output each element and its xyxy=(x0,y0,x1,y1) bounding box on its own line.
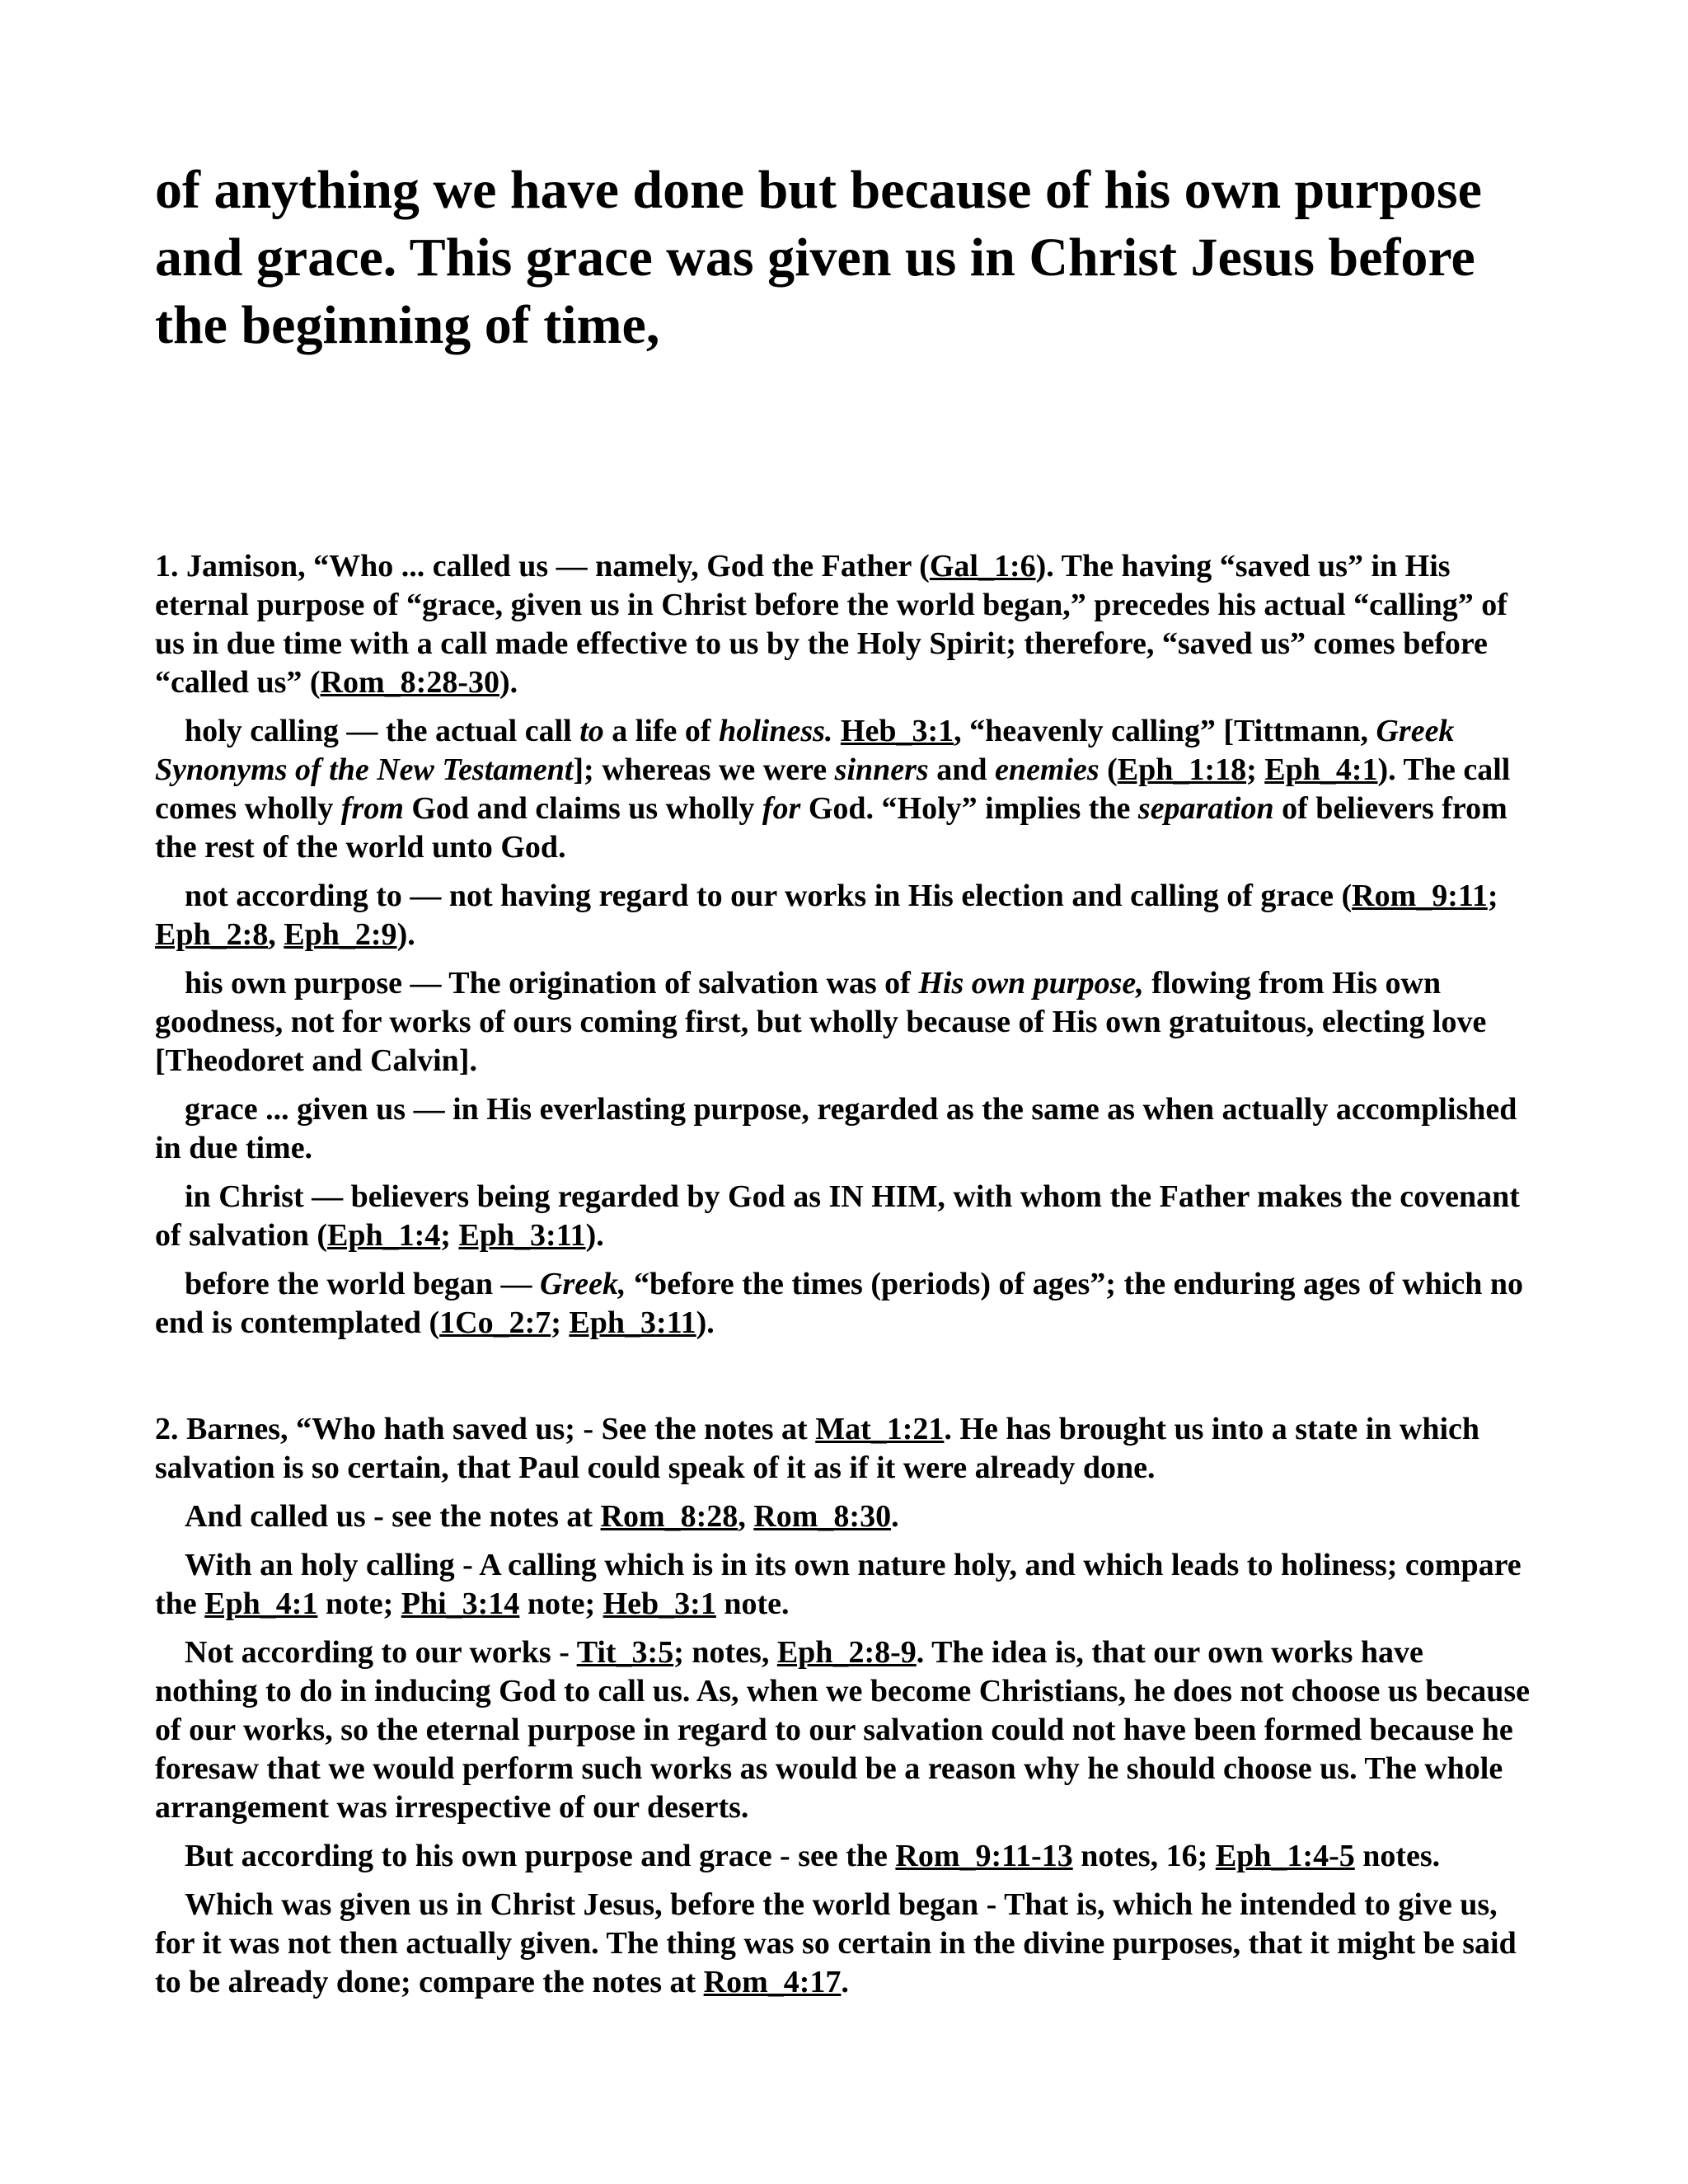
scripture-link[interactable]: Rom_8:28 xyxy=(600,1499,738,1534)
scripture-link[interactable]: Rom_4:17 xyxy=(703,1965,842,1999)
jamison-not-according: not according to — not having regard to our works in His election and calling of grace (Rom_9:11; Eph_2:8, Eph_2:9). xyxy=(155,879,1498,952)
document-page xyxy=(155,157,1533,2002)
jamison-own-purpose: his own purpose — The origination of salvation was of His own purpose, flowing from His own goodness, not for works of ours coming first, but wholly because of His own gratuitous, electing love [Theodoret and Calvin]. xyxy=(155,966,1487,1078)
barnes-given-us: Which was given us in Christ Jesus, before the world began - That is, which he intended to give us, for it was not then actually given. The thing was so certain in the divine purposes, that it might be said to be already done; compare the notes at Rom_4:17. xyxy=(155,1887,1517,1999)
scripture-link[interactable]: Heb_3:1 xyxy=(840,714,954,748)
scripture-link[interactable]: Eph_2:8 xyxy=(155,917,269,952)
jamison-grace-given: grace ... given us — in His everlasting purpose, regarded as the same as when actually accomplished in due time. xyxy=(155,1092,1517,1165)
scripture-link[interactable]: Rom_8:28-30 xyxy=(320,665,499,700)
scripture-link[interactable]: Eph_2:9 xyxy=(284,917,397,952)
scripture-link[interactable]: Tit_3:5 xyxy=(576,1635,674,1670)
scripture-link[interactable]: 1Co_2:7 xyxy=(439,1305,551,1340)
scripture-link[interactable]: Eph_4:1 xyxy=(204,1586,318,1621)
scripture-link[interactable]: Rom_9:11 xyxy=(1352,879,1488,913)
jamison-before-world: before the world began — Greek, “before the times (periods) of ages”; the enduring ages of which no end is contemplated (1Co_2:7; Eph_3:11). xyxy=(155,1267,1524,1340)
jamison-in-christ: in Christ — believers being regarded by God as IN HIM, with whom the Father makes the covenant of salvation (Eph_1:4; Eph_3:11). xyxy=(155,1179,1520,1253)
jamison-holy-calling: holy calling — the actual call to a life of holiness. Heb_3:1, “heavenly calling” [Tittmann, Greek Synonyms of the New Testament]; whereas we were sinners and enemies (Eph_1:18; Eph_4:1). The call comes wholly from God and claims us wholly for God. “Holy” implies the separation of believers from the rest of the world unto God. xyxy=(155,714,1511,865)
barnes-holy-calling: With an holy calling - A calling which is in its own nature holy, and which leads to holiness; compare the Eph_4:1 note; Phi_3:14 note; Heb_3:1 note. xyxy=(155,1548,1522,1621)
barnes-commentary xyxy=(155,1410,1533,2002)
scripture-link[interactable]: Mat_1:21 xyxy=(815,1412,945,1446)
scripture-link[interactable]: Eph_1:4-5 xyxy=(1215,1839,1355,1873)
barnes-intro: 2. Barnes, “Who hath saved us; - See the notes at Mat_1:21. He has brought us into a state in which salvation is so certain, that Paul could speak of it as if it were already done. xyxy=(155,1412,1480,1485)
jamison-commentary xyxy=(155,547,1533,1343)
scripture-link[interactable]: Phi_3:14 xyxy=(401,1586,520,1621)
scripture-link[interactable]: Eph_1:18 xyxy=(1117,752,1247,787)
scripture-link[interactable]: Eph_4:1 xyxy=(1264,752,1378,787)
barnes-called-us: And called us - see the notes at Rom_8:28, Rom_8:30. xyxy=(185,1499,899,1534)
scripture-link[interactable]: Gal_1:6 xyxy=(929,549,1036,583)
scripture-link[interactable]: Heb_3:1 xyxy=(603,1586,716,1621)
scripture-link[interactable]: Eph_2:8-9 xyxy=(776,1635,917,1670)
scripture-link[interactable]: Rom_9:11-13 xyxy=(895,1839,1073,1873)
scripture-link[interactable]: Eph_3:11 xyxy=(458,1218,586,1253)
scripture-link[interactable]: Rom_8:30 xyxy=(753,1499,892,1534)
jamison-intro: 1. Jamison, “Who ... called us — namely, God the Father (Gal_1:6). The having “saved us” in His eternal purpose of “grace, given us in Christ before the world began,” precedes his actual “calling” of us in due time with a call made effective to us by the Holy Spirit; therefore, “saved us” comes before “called us” (Rom_8:28-30). xyxy=(155,549,1507,700)
scripture-link[interactable]: Eph_3:11 xyxy=(569,1305,696,1340)
barnes-not-works: Not according to our works - Tit_3:5; notes, Eph_2:8-9. The idea is, that our own works have nothing to do in inducing God to call us. As, when we become Christians, he does not choose us because of our works, so the eternal purpose in regard to our salvation could not have been formed because he foresaw that we would perform such works as would be a reason why he should choose us. The whole arrangement was irrespective of our deserts. xyxy=(155,1635,1530,1825)
barnes-own-purpose: But according to his own purpose and grace - see the Rom_9:11-13 notes, 16; Eph_1:4-5 notes. xyxy=(185,1839,1441,1873)
scripture-link[interactable]: Eph_1:4 xyxy=(327,1218,441,1253)
verse-heading: of anything we have done but because of his own purpose and grace. This grace was given us in Christ Jesus before the beginning of time, xyxy=(155,160,1482,355)
